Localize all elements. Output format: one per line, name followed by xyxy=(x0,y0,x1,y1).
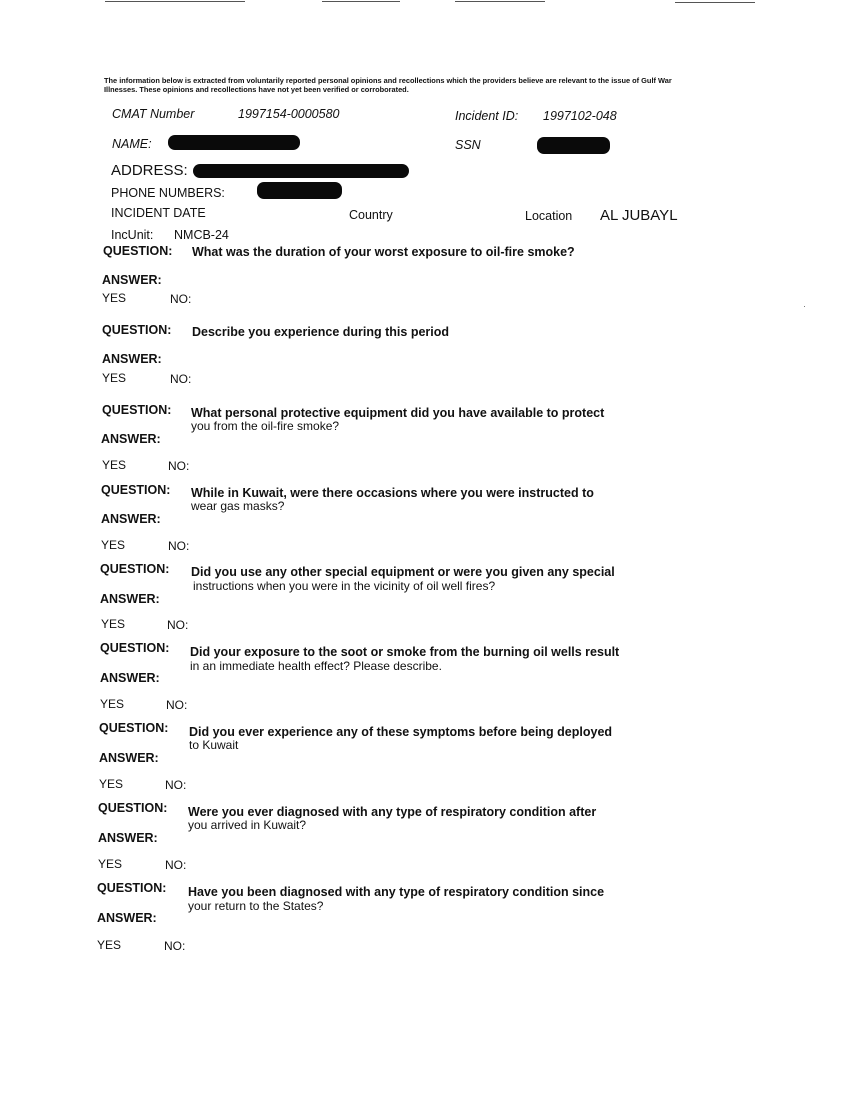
yes-option: YES xyxy=(102,458,127,472)
yes-option: YES xyxy=(100,697,125,711)
answer-label: ANSWER: xyxy=(101,512,161,526)
question-text: While in Kuwait, were there occasions where you were instructed to xyxy=(191,486,594,500)
address-redaction xyxy=(193,164,409,178)
question-label: QUESTION: xyxy=(103,244,173,258)
scan-line xyxy=(455,1,545,2)
location-label: Location xyxy=(525,209,573,223)
question-text-cont: you from the oil-fire smoke? xyxy=(191,419,340,433)
question-text-cont: you arrived in Kuwait? xyxy=(188,818,307,832)
scan-speck xyxy=(804,306,805,307)
cmat-number-label: CMAT Number xyxy=(112,107,195,121)
answer-label: ANSWER: xyxy=(100,592,160,606)
yes-option: YES xyxy=(98,857,123,871)
incunit-label: IncUnit: xyxy=(111,228,154,242)
question-label: QUESTION: xyxy=(100,562,170,576)
ssn-label: SSN xyxy=(455,138,481,152)
question-text: Did you ever experience any of these symptoms before being deployed xyxy=(189,725,613,739)
incident-id-value: 1997102-048 xyxy=(543,109,617,123)
scan-line xyxy=(322,1,400,2)
address-label: ADDRESS: xyxy=(111,162,188,179)
yes-option: YES xyxy=(102,291,127,305)
no-option: NO: xyxy=(164,939,186,953)
no-option: NO: xyxy=(170,292,192,306)
question-text: Describe you experience during this period xyxy=(192,325,450,339)
question-text: Have you been diagnosed with any type of respiratory condition since xyxy=(188,885,605,899)
yes-option: YES xyxy=(101,617,126,631)
name-redaction xyxy=(168,135,300,150)
question-label: QUESTION: xyxy=(97,881,167,895)
question-label: QUESTION: xyxy=(102,323,172,337)
answer-label: ANSWER: xyxy=(102,352,162,366)
question-text-cont: instructions when you were in the vicinity of oil well fires? xyxy=(193,579,496,593)
no-option: NO: xyxy=(168,539,190,553)
no-option: NO: xyxy=(168,459,190,473)
no-option: NO: xyxy=(166,698,188,712)
incident-id-label: Incident ID: xyxy=(455,109,519,123)
answer-label: ANSWER: xyxy=(97,911,157,925)
incident-date-label: INCIDENT DATE xyxy=(111,206,206,220)
scan-line xyxy=(675,2,755,3)
answer-label: ANSWER: xyxy=(101,432,161,446)
incunit-value: NMCB-24 xyxy=(174,228,229,242)
name-label: NAME: xyxy=(112,137,152,151)
no-option: NO: xyxy=(167,618,189,632)
ssn-redaction xyxy=(537,137,610,154)
yes-option: YES xyxy=(102,371,127,385)
question-text: Did you use any other special equipment or were you given any special xyxy=(191,565,615,579)
phone-redaction xyxy=(257,182,342,199)
no-option: NO: xyxy=(165,858,187,872)
phone-numbers-label: PHONE NUMBERS: xyxy=(111,186,225,200)
question-label: QUESTION: xyxy=(102,403,172,417)
question-text: Were you ever diagnosed with any type of respiratory condition after xyxy=(188,805,597,819)
answer-label: ANSWER: xyxy=(98,831,158,845)
disclaimer: The information below is extracted from voluntarily reported personal opinions and recollections which the providers believe are relevant to the issue of Gulf War Illnesses. These opinions and recollections have not yet been verified or corroborated. xyxy=(104,76,672,94)
cmat-number-value: 1997154-0000580 xyxy=(238,107,340,121)
answer-label: ANSWER: xyxy=(99,751,159,765)
answer-label: ANSWER: xyxy=(100,671,160,685)
yes-option: YES xyxy=(99,777,124,791)
country-label: Country xyxy=(349,208,393,222)
no-option: NO: xyxy=(170,372,192,386)
question-label: QUESTION: xyxy=(98,801,168,815)
answer-label: ANSWER: xyxy=(102,273,162,287)
question-text: What was the duration of your worst exposure to oil-fire smoke? xyxy=(192,245,575,259)
question-label: QUESTION: xyxy=(100,641,170,655)
question-text-cont: wear gas masks? xyxy=(191,499,285,513)
question-text: Did your exposure to the soot or smoke from the burning oil wells result xyxy=(190,645,620,659)
scan-line xyxy=(105,1,245,2)
question-label: QUESTION: xyxy=(101,483,171,497)
question-text-cont: your return to the States? xyxy=(188,899,324,913)
question-label: QUESTION: xyxy=(99,721,169,735)
location-value: AL JUBAYL xyxy=(600,207,678,224)
question-text-cont: in an immediate health effect? Please describe. xyxy=(190,659,442,673)
question-text: What personal protective equipment did you have available to protect xyxy=(191,406,605,420)
no-option: NO: xyxy=(165,778,187,792)
question-text-cont: to Kuwait xyxy=(189,738,239,752)
yes-option: YES xyxy=(101,538,126,552)
yes-option: YES xyxy=(97,938,122,952)
